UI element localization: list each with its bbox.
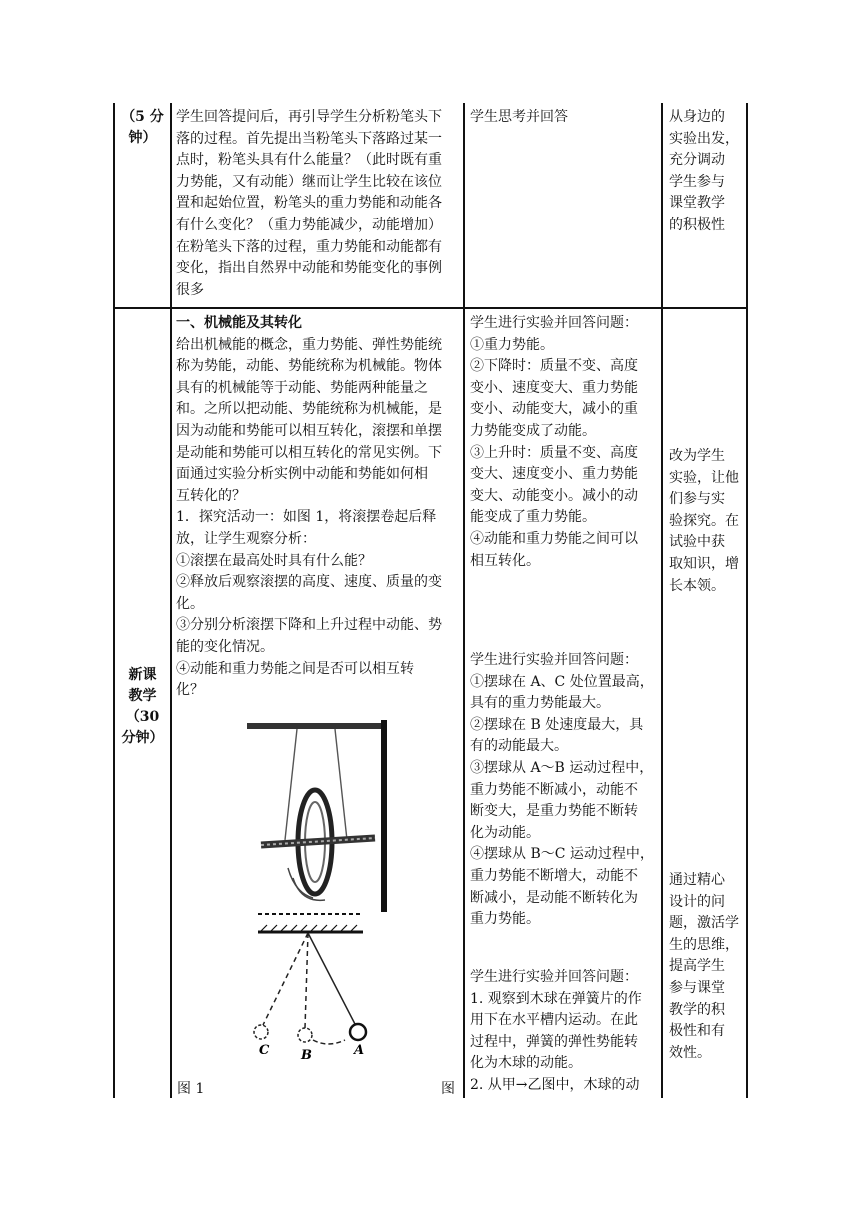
intent-line: 试验中获 <box>669 534 725 551</box>
intent-line: 实验，让他 <box>669 469 739 486</box>
teacher-line: 称为势能，动能、势能统称为机械能。物体 <box>176 358 442 375</box>
student-line: 学生进行实验并回答问题： <box>470 315 638 331</box>
section-heading: 一、机械能及其转化 <box>176 315 302 331</box>
student-cell-new-lesson-1 <box>470 313 660 572</box>
teacher-line: 变化，指出自然界中动能和势能变化的事例 <box>176 260 442 277</box>
student-line: ①摆球在 A、C 处位置最高， <box>470 673 654 690</box>
intent-line: 设计的问 <box>669 893 725 910</box>
intent-cell-new-lesson-1 <box>669 446 745 597</box>
table-divider-stage <box>170 103 172 1098</box>
intent-line: 极性和有 <box>669 1023 725 1040</box>
teacher-line: 化？ <box>176 682 204 699</box>
student-line: 有的动能最大。 <box>470 738 568 755</box>
intent-line: 的积极性 <box>669 216 725 233</box>
student-line: 用下在水平槽内运动。在此 <box>470 1012 638 1029</box>
point-label-a: A <box>354 1043 365 1058</box>
student-line: ②摆球在 B 处速度最大，具 <box>470 716 644 733</box>
simple-pendulum-figure <box>243 908 403 1068</box>
student-line: 化为动能。 <box>470 824 540 841</box>
figure-caption-left: 图 1 <box>177 1081 205 1097</box>
student-line: ①重力势能。 <box>470 336 554 353</box>
student-line: 过程中，弹簧的弹性势能转 <box>470 1033 638 1050</box>
teacher-line: 互转化的？ <box>176 487 246 504</box>
stage-cell-intro <box>115 107 170 149</box>
teacher-line: 能的变化情况。 <box>176 638 274 655</box>
student-line: 学生进行实验并回答问题： <box>470 969 638 985</box>
intent-line: 从身边的 <box>669 109 725 125</box>
student-line: 变小、动能变大，减小的重 <box>470 401 638 418</box>
student-line: 重力势能不断减小，动能不 <box>470 781 638 798</box>
student-line: ②下降时：质量不变、高度 <box>470 358 638 375</box>
table-border-left <box>113 103 115 1098</box>
teacher-line: ③分别分析滚摆下降和上升过程中动能、势 <box>176 617 442 634</box>
intent-line: 学生参与 <box>669 173 725 190</box>
intent-line: 长本领。 <box>669 577 725 594</box>
student-line: 能变成了重力势能。 <box>470 509 596 526</box>
teacher-line: 面通过实验分析实例中动能和势能如何相 <box>176 466 428 483</box>
teacher-line: 和。之所以把动能、势能统称为机械能，是 <box>176 401 442 418</box>
intent-line: 实验出发， <box>669 130 739 147</box>
intent-line: 教学的积 <box>669 1001 725 1018</box>
stage-line: 钟） <box>128 130 157 146</box>
student-line: 变小、速度变大、重力势能 <box>470 379 638 396</box>
student-cell-new-lesson-3 <box>470 967 660 1097</box>
student-line: ③摆球从 A～B 运动过程中， <box>470 759 654 776</box>
student-line: 1. 观察到木球在弹簧片的作 <box>470 990 642 1007</box>
teacher-line: 点时，粉笔头具有什么能量？（此时既有重 <box>176 152 442 169</box>
teacher-line: 在粉笔头下落的过程，重力势能和动能都有 <box>176 238 442 255</box>
intent-line: 通过精心 <box>669 872 725 888</box>
student-line: 力势能变成了动能。 <box>470 422 596 439</box>
intent-line: 效性。 <box>669 1044 711 1061</box>
table-row-divider <box>113 307 748 309</box>
intent-line: 课堂教学 <box>669 195 725 212</box>
teacher-line: 置和起始位置，粉笔头的重力势能和动能各 <box>176 195 442 212</box>
table-divider-teacher <box>463 103 465 1098</box>
teacher-line: 1．探究活动一：如图 1，将滚摆卷起后释 <box>176 509 437 526</box>
teacher-line: 学生回答提问后，再引导学生分析粉笔头下 <box>176 109 442 125</box>
table-border-right <box>746 103 748 1098</box>
intent-cell-new-lesson-2 <box>669 870 745 1064</box>
intent-line: 充分调动 <box>669 152 725 169</box>
student-line: 化为木球的动能。 <box>470 1055 582 1072</box>
intent-line: 提高学生 <box>669 958 725 975</box>
stage-line: 教学 <box>128 688 157 704</box>
point-label-c: C <box>259 1043 270 1058</box>
teacher-line: 很多 <box>176 281 204 298</box>
intent-cell-intro <box>669 107 745 237</box>
teacher-cell-intro <box>176 107 462 301</box>
teacher-line: 放，让学生观察分析： <box>176 530 316 547</box>
student-cell-new-lesson-2 <box>470 650 660 931</box>
teacher-line: 有什么变化？（重力势能减少，动能增加） <box>176 216 442 233</box>
intent-line: 参与课堂 <box>669 979 725 996</box>
point-label-b: B <box>301 1048 312 1063</box>
intent-line: 验探究。在 <box>669 512 739 529</box>
stage-line: 分钟） <box>121 730 164 746</box>
intent-line: 改为学生 <box>669 448 725 464</box>
intent-line: 生的思维， <box>669 936 739 953</box>
teacher-line: 给出机械能的概念，重力势能、弹性势能统 <box>176 336 442 353</box>
stage-line: 新课 <box>128 667 157 683</box>
student-line: 断变大，是重力势能不断转 <box>470 803 638 820</box>
stage-line: （5 分 <box>121 109 164 125</box>
stage-cell-new-lesson <box>115 665 170 749</box>
student-line: 变大、速度变小、重力势能 <box>470 466 638 483</box>
student-line: 相互转化。 <box>470 552 540 569</box>
student-line: 重力势能。 <box>470 911 540 928</box>
intent-line: 题，激活学 <box>669 915 739 932</box>
teacher-line: 力势能，又有动能）继而让学生比较在该位 <box>176 173 442 190</box>
teacher-line: 具有的机械能等于动能、势能两种能量之 <box>176 379 428 396</box>
student-line: 2. 从甲→乙图中，木球的动 <box>470 1076 640 1093</box>
student-line: 具有的重力势能最大。 <box>470 695 610 712</box>
intent-line: 取知识，增 <box>669 555 739 572</box>
stage-line: （30 <box>125 709 160 725</box>
teacher-line: 落的过程。首先提出当粉笔头下落路过某一 <box>176 130 442 147</box>
teacher-line: 因为动能和势能可以相互转化，滚摆和单摆 <box>176 422 442 439</box>
teacher-line: ④动能和重力势能之间是否可以相互转 <box>176 660 414 677</box>
table-divider-student <box>661 103 663 1098</box>
student-cell-intro <box>470 107 660 129</box>
teacher-line: ①滚摆在最高处时具有什么能？ <box>176 552 372 569</box>
student-line: 学生进行实验并回答问题： <box>470 652 638 668</box>
rolling-pendulum-figure <box>243 718 395 916</box>
student-line: 变大、动能变小。减小的动 <box>470 487 638 504</box>
teacher-line: 是动能和势能可以相互转化的常见实例。下 <box>176 444 442 461</box>
student-line: 断减小，是动能不断转化为 <box>470 889 638 906</box>
student-line: 学生思考并回答 <box>470 109 568 125</box>
intent-line: 们参与实 <box>669 491 725 508</box>
teacher-line: ②释放后观察滚摆的高度、速度、质量的变 <box>176 574 442 591</box>
teacher-cell-new-lesson <box>176 313 462 702</box>
figure-caption-right: 图 <box>441 1081 455 1097</box>
teacher-line: 化。 <box>176 595 204 612</box>
student-line: 重力势能不断增大，动能不 <box>470 867 638 884</box>
student-line: ③上升时：质量不变、高度 <box>470 444 638 461</box>
student-line: ④动能和重力势能之间可以 <box>470 530 638 547</box>
student-line: ④摆球从 B～C 运动过程中， <box>470 846 654 863</box>
